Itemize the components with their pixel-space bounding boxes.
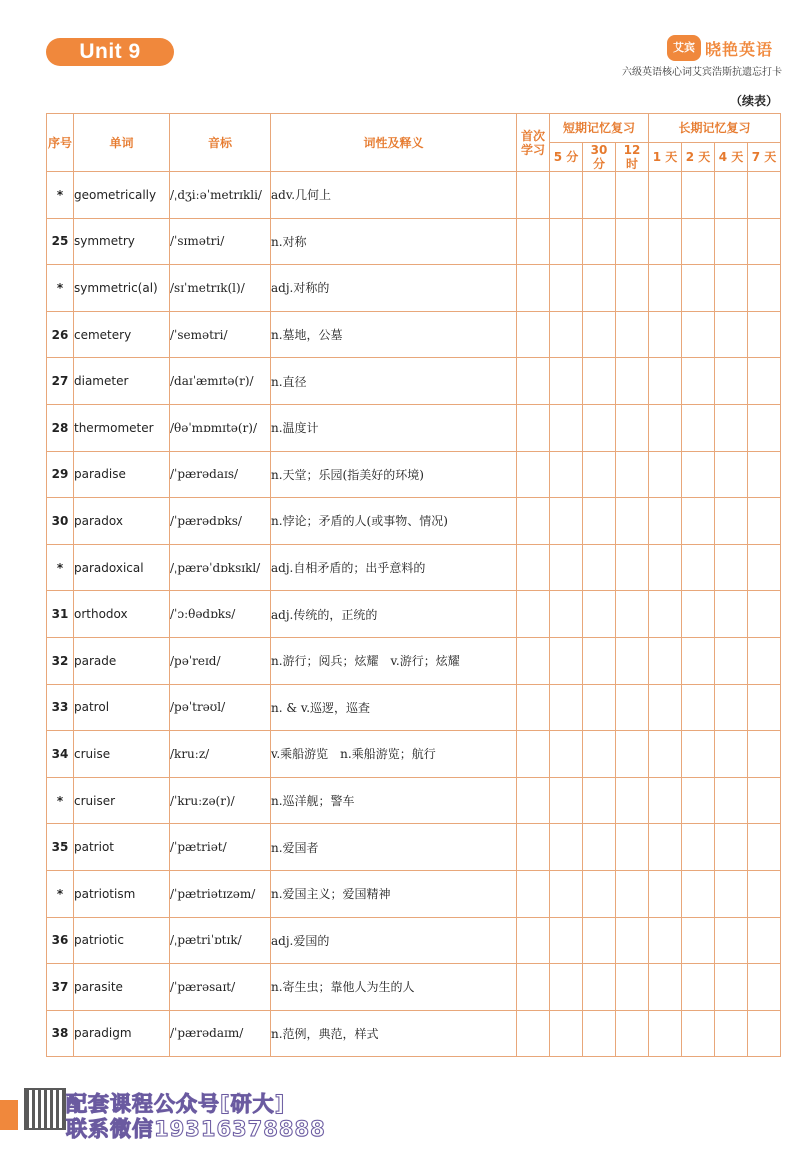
checkin-cell[interactable]	[715, 451, 748, 498]
checkin-cell[interactable]	[616, 544, 649, 591]
row-definition: n.天堂；乐园(指美好的环境)	[271, 451, 517, 498]
checkin-cell[interactable]	[583, 451, 616, 498]
checkin-cell[interactable]	[649, 311, 682, 358]
table-row	[47, 358, 781, 405]
checkin-cell[interactable]	[517, 824, 550, 871]
page-subtitle: 六级英语核心词艾宾浩斯抗遗忘打卡	[622, 67, 782, 78]
row-definition: n.悖论；矛盾的人(或事物、情况)	[271, 498, 517, 545]
table-row	[47, 917, 781, 964]
row-number: 27	[47, 358, 74, 405]
checkin-cell[interactable]	[517, 917, 550, 964]
row-word: diameter	[74, 358, 170, 405]
row-word: parasite	[74, 964, 170, 1011]
table-row	[47, 637, 781, 684]
row-definition: adv.几何上	[271, 172, 517, 219]
checkin-cell[interactable]	[517, 498, 550, 545]
checkin-cell[interactable]	[616, 964, 649, 1011]
row-number: *	[47, 870, 74, 917]
row-number: 25	[47, 218, 74, 265]
checkin-cell[interactable]	[682, 964, 715, 1011]
checkin-cell[interactable]	[550, 498, 583, 545]
row-definition: n.巡洋舰；警车	[271, 777, 517, 824]
row-phonetic: /kruːz/	[170, 731, 271, 778]
checkin-cell[interactable]	[583, 172, 616, 219]
checkin-cell[interactable]	[748, 917, 781, 964]
checkin-cell[interactable]	[682, 777, 715, 824]
checkin-cell[interactable]	[616, 358, 649, 405]
checkin-cell[interactable]	[517, 404, 550, 451]
checkin-cell[interactable]	[748, 404, 781, 451]
table-row	[47, 265, 781, 312]
row-definition: adj.爱国的	[271, 917, 517, 964]
checkin-cell[interactable]	[517, 777, 550, 824]
checkin-cell[interactable]	[550, 358, 583, 405]
checkin-cell[interactable]	[616, 1010, 649, 1057]
checkin-cell[interactable]	[715, 591, 748, 638]
checkin-cell[interactable]	[715, 637, 748, 684]
row-phonetic: /ˈɔːθədɒks/	[170, 591, 271, 638]
row-phonetic: /sɪˈmetrɪk(l)/	[170, 265, 271, 312]
checkin-cell[interactable]	[616, 824, 649, 871]
table-row	[47, 964, 781, 1011]
row-number: 37	[47, 964, 74, 1011]
checkin-cell[interactable]	[550, 544, 583, 591]
checkin-cell[interactable]	[682, 218, 715, 265]
row-definition: adj.传统的，正统的	[271, 591, 517, 638]
row-phonetic: /ˈpærədɒks/	[170, 498, 271, 545]
row-phonetic: /ˈkruːzə(r)/	[170, 777, 271, 824]
table-row	[47, 824, 781, 871]
checkin-cell[interactable]	[715, 311, 748, 358]
row-definition: n.爱国者	[271, 824, 517, 871]
checkin-cell[interactable]	[715, 404, 748, 451]
row-word: cruise	[74, 731, 170, 778]
row-word: paradox	[74, 498, 170, 545]
checkin-cell[interactable]	[550, 218, 583, 265]
checkin-cell[interactable]	[748, 358, 781, 405]
checkin-cell[interactable]	[715, 498, 748, 545]
row-number: *	[47, 777, 74, 824]
checkin-cell[interactable]	[517, 684, 550, 731]
row-number: 31	[47, 591, 74, 638]
checkin-cell[interactable]	[715, 684, 748, 731]
row-number: 33	[47, 684, 74, 731]
unit-badge: Unit 9	[46, 38, 174, 66]
row-definition: n.爱国主义；爱国精神	[271, 870, 517, 917]
row-number: 28	[47, 404, 74, 451]
checkin-cell[interactable]	[616, 218, 649, 265]
checkin-cell[interactable]	[649, 451, 682, 498]
row-word: patriotic	[74, 917, 170, 964]
footer-line-1: 配套课程公众号[研大]	[66, 1092, 286, 1116]
checkin-cell[interactable]	[550, 451, 583, 498]
row-word: paradigm	[74, 1010, 170, 1057]
checkin-cell[interactable]	[715, 172, 748, 219]
checkin-cell[interactable]	[616, 265, 649, 312]
header-long-review: 长期记忆复习	[649, 114, 781, 143]
checkin-cell[interactable]	[583, 637, 616, 684]
checkin-cell[interactable]	[649, 218, 682, 265]
checkin-cell[interactable]	[682, 311, 715, 358]
checkin-cell[interactable]	[682, 870, 715, 917]
checkin-cell[interactable]	[583, 964, 616, 1011]
checkin-cell[interactable]	[649, 265, 682, 312]
checkin-cell[interactable]	[616, 591, 649, 638]
checkin-cell[interactable]	[583, 498, 616, 545]
checkin-cell[interactable]	[682, 404, 715, 451]
checkin-cell[interactable]	[649, 637, 682, 684]
row-definition: n.对称	[271, 218, 517, 265]
row-word: paradise	[74, 451, 170, 498]
row-phonetic: /pəˈtrəʊl/	[170, 684, 271, 731]
row-definition: adj.自相矛盾的；出乎意料的	[271, 544, 517, 591]
checkin-cell[interactable]	[748, 684, 781, 731]
checkin-cell[interactable]	[649, 964, 682, 1011]
checkin-cell[interactable]	[550, 870, 583, 917]
row-phonetic: /ˈpætriət/	[170, 824, 271, 871]
qr-code-icon	[24, 1088, 66, 1130]
checkin-cell[interactable]	[616, 404, 649, 451]
checkin-cell[interactable]	[748, 544, 781, 591]
checkin-cell[interactable]	[517, 731, 550, 778]
header-definition: 词性及释义	[271, 114, 517, 172]
table-row	[47, 451, 781, 498]
row-number: 32	[47, 637, 74, 684]
checkin-cell[interactable]	[550, 265, 583, 312]
checkin-cell[interactable]	[748, 265, 781, 312]
table-row	[47, 591, 781, 638]
row-number: 34	[47, 731, 74, 778]
checkin-cell[interactable]	[748, 777, 781, 824]
checkin-cell[interactable]	[583, 265, 616, 312]
checkin-cell[interactable]	[682, 917, 715, 964]
checkin-cell[interactable]	[715, 1010, 748, 1057]
checkin-cell[interactable]	[517, 637, 550, 684]
checkin-cell[interactable]	[649, 731, 682, 778]
checkin-cell[interactable]	[550, 172, 583, 219]
row-word: cruiser	[74, 777, 170, 824]
row-phonetic: /ˈsemətri/	[170, 311, 271, 358]
checkin-cell[interactable]	[517, 218, 550, 265]
row-phonetic: /θəˈmɒmɪtə(r)/	[170, 404, 271, 451]
table-row	[47, 311, 781, 358]
checkin-cell[interactable]	[583, 777, 616, 824]
checkin-cell[interactable]	[748, 1010, 781, 1057]
row-phonetic: /pəˈreɪd/	[170, 637, 271, 684]
checkin-cell[interactable]	[616, 777, 649, 824]
vocab-table	[46, 113, 781, 1057]
checkin-cell[interactable]	[616, 917, 649, 964]
checkin-cell[interactable]	[649, 684, 682, 731]
checkin-cell[interactable]	[517, 265, 550, 312]
table-row	[47, 777, 781, 824]
row-definition: n.直径	[271, 358, 517, 405]
footer-accent	[0, 1100, 18, 1130]
checkin-cell[interactable]	[649, 1010, 682, 1057]
row-definition: n.温度计	[271, 404, 517, 451]
checkin-cell[interactable]	[649, 824, 682, 871]
checkin-cell[interactable]	[616, 498, 649, 545]
checkin-cell[interactable]	[715, 964, 748, 1011]
row-word: geometrically	[74, 172, 170, 219]
checkin-cell[interactable]	[616, 637, 649, 684]
checkin-cell[interactable]	[616, 172, 649, 219]
checkin-cell[interactable]	[583, 544, 616, 591]
row-number: 35	[47, 824, 74, 871]
header-short-col: 5 分	[550, 143, 583, 172]
row-definition: adj.对称的	[271, 265, 517, 312]
checkin-cell[interactable]	[517, 870, 550, 917]
checkin-cell[interactable]	[682, 172, 715, 219]
checkin-cell[interactable]	[583, 917, 616, 964]
checkin-cell[interactable]	[550, 917, 583, 964]
checkin-cell[interactable]	[682, 498, 715, 545]
checkin-cell[interactable]	[616, 870, 649, 917]
checkin-cell[interactable]	[748, 731, 781, 778]
brand-logo	[667, 33, 787, 63]
checkin-cell[interactable]	[649, 870, 682, 917]
row-word: orthodox	[74, 591, 170, 638]
checkin-cell[interactable]	[583, 311, 616, 358]
row-definition: n.游行；阅兵；炫耀 v.游行；炫耀	[271, 637, 517, 684]
header-short-col: 30 分	[583, 143, 616, 172]
row-phonetic: /ˈpætriətɪzəm/	[170, 870, 271, 917]
checkin-cell[interactable]	[616, 684, 649, 731]
checkin-cell[interactable]	[583, 1010, 616, 1057]
table-row	[47, 731, 781, 778]
row-phonetic: /ˌdʒiːəˈmetrɪkli/	[170, 172, 271, 219]
checkin-cell[interactable]	[517, 1010, 550, 1057]
checkin-cell[interactable]	[616, 451, 649, 498]
checkin-cell[interactable]	[583, 870, 616, 917]
checkin-cell[interactable]	[682, 451, 715, 498]
checkin-cell[interactable]	[583, 684, 616, 731]
checkin-cell[interactable]	[715, 777, 748, 824]
row-word: paradoxical	[74, 544, 170, 591]
checkin-cell[interactable]	[517, 964, 550, 1011]
checkin-cell[interactable]	[517, 311, 550, 358]
row-definition: n.范例，典范，样式	[271, 1010, 517, 1057]
checkin-cell[interactable]	[748, 218, 781, 265]
logo-mark-icon: 艾宾	[667, 35, 701, 61]
row-word: cemetery	[74, 311, 170, 358]
row-phonetic: /ˈpærədaɪm/	[170, 1010, 271, 1057]
checkin-cell[interactable]	[715, 544, 748, 591]
checkin-cell[interactable]	[517, 591, 550, 638]
table-row	[47, 870, 781, 917]
row-number: 36	[47, 917, 74, 964]
checkin-cell[interactable]	[748, 451, 781, 498]
table-row	[47, 404, 781, 451]
checkin-cell[interactable]	[550, 1010, 583, 1057]
checkin-cell[interactable]	[715, 917, 748, 964]
checkin-cell[interactable]	[649, 358, 682, 405]
row-word: patrol	[74, 684, 170, 731]
row-word: symmetric(al)	[74, 265, 170, 312]
row-word: patriot	[74, 824, 170, 871]
table-row	[47, 1010, 781, 1057]
checkin-cell[interactable]	[715, 824, 748, 871]
checkin-cell[interactable]	[748, 172, 781, 219]
row-number: 29	[47, 451, 74, 498]
row-number: *	[47, 172, 74, 219]
checkin-cell[interactable]	[715, 265, 748, 312]
header-short-review: 短期记忆复习	[550, 114, 649, 143]
row-number: *	[47, 265, 74, 312]
checkin-cell[interactable]	[649, 172, 682, 219]
checkin-cell[interactable]	[517, 172, 550, 219]
row-phonetic: /ˌpætriˈɒtɪk/	[170, 917, 271, 964]
checkin-cell[interactable]	[517, 544, 550, 591]
checkin-cell[interactable]	[682, 265, 715, 312]
table-row	[47, 172, 781, 219]
checkin-cell[interactable]	[682, 824, 715, 871]
checkin-cell[interactable]	[748, 498, 781, 545]
table-row	[47, 498, 781, 545]
checkin-cell[interactable]	[583, 824, 616, 871]
checkin-cell[interactable]	[748, 824, 781, 871]
checkin-cell[interactable]	[583, 358, 616, 405]
row-word: symmetry	[74, 218, 170, 265]
checkin-cell[interactable]	[682, 591, 715, 638]
row-phonetic: /ˈpærəsaɪt/	[170, 964, 271, 1011]
checkin-cell[interactable]	[550, 684, 583, 731]
checkin-cell[interactable]	[550, 637, 583, 684]
checkin-cell[interactable]	[550, 824, 583, 871]
row-definition: n.墓地，公墓	[271, 311, 517, 358]
checkin-cell[interactable]	[550, 404, 583, 451]
table-row	[47, 544, 781, 591]
checkin-cell[interactable]	[748, 964, 781, 1011]
checkin-cell[interactable]	[715, 731, 748, 778]
checkin-cell[interactable]	[616, 731, 649, 778]
table-row	[47, 684, 781, 731]
row-definition: v.乘船游览 n.乘船游览；航行	[271, 731, 517, 778]
checkin-cell[interactable]	[649, 777, 682, 824]
row-number: *	[47, 544, 74, 591]
row-definition: n. & v.巡逻，巡查	[271, 684, 517, 731]
header-long-col: 1 天	[649, 143, 682, 172]
row-phonetic: /ˈsɪmətri/	[170, 218, 271, 265]
checkin-cell[interactable]	[715, 358, 748, 405]
checkin-cell[interactable]	[583, 731, 616, 778]
checkin-cell[interactable]	[550, 311, 583, 358]
checkin-cell[interactable]	[682, 731, 715, 778]
checkin-cell[interactable]	[682, 358, 715, 405]
header-long-col: 4 天	[715, 143, 748, 172]
row-word: parade	[74, 637, 170, 684]
checkin-cell[interactable]	[517, 451, 550, 498]
footer-line-2: 联系微信19316378888	[66, 1117, 326, 1141]
row-word: thermometer	[74, 404, 170, 451]
header-long-col: 2 天	[682, 143, 715, 172]
row-number: 30	[47, 498, 74, 545]
checkin-cell[interactable]	[649, 498, 682, 545]
checkin-cell[interactable]	[748, 311, 781, 358]
row-definition: n.寄生虫；靠他人为生的人	[271, 964, 517, 1011]
checkin-cell[interactable]	[682, 684, 715, 731]
continued-label: （续表）	[729, 94, 778, 108]
checkin-cell[interactable]	[649, 404, 682, 451]
table-row	[47, 218, 781, 265]
checkin-cell[interactable]	[550, 777, 583, 824]
checkin-cell[interactable]	[715, 870, 748, 917]
checkin-cell[interactable]	[583, 404, 616, 451]
row-phonetic: /ˈpærədaɪs/	[170, 451, 271, 498]
checkin-cell[interactable]	[583, 218, 616, 265]
checkin-cell[interactable]	[682, 544, 715, 591]
header-short-col: 12 时	[616, 143, 649, 172]
header-long-col: 7 天	[748, 143, 781, 172]
checkin-cell[interactable]	[748, 637, 781, 684]
checkin-cell[interactable]	[616, 311, 649, 358]
checkin-cell[interactable]	[550, 731, 583, 778]
row-phonetic: /ˌpærəˈdɒksɪkl/	[170, 544, 271, 591]
checkin-cell[interactable]	[649, 917, 682, 964]
row-word: patriotism	[74, 870, 170, 917]
checkin-cell[interactable]	[649, 544, 682, 591]
checkin-cell[interactable]	[748, 870, 781, 917]
checkin-cell[interactable]	[748, 591, 781, 638]
header-no: 序号	[47, 114, 74, 172]
header-first-study: 首次学习	[517, 114, 550, 172]
logo-text: 晓艳英语	[705, 39, 774, 59]
header-word: 单词	[74, 114, 170, 172]
row-number: 38	[47, 1010, 74, 1057]
checkin-cell[interactable]	[715, 218, 748, 265]
checkin-cell[interactable]	[550, 591, 583, 638]
row-phonetic: /daɪˈæmɪtə(r)/	[170, 358, 271, 405]
checkin-cell[interactable]	[682, 637, 715, 684]
checkin-cell[interactable]	[649, 591, 682, 638]
row-number: 26	[47, 311, 74, 358]
checkin-cell[interactable]	[517, 358, 550, 405]
header-ipa: 音标	[170, 114, 271, 172]
checkin-cell[interactable]	[550, 964, 583, 1011]
checkin-cell[interactable]	[682, 1010, 715, 1057]
checkin-cell[interactable]	[583, 591, 616, 638]
